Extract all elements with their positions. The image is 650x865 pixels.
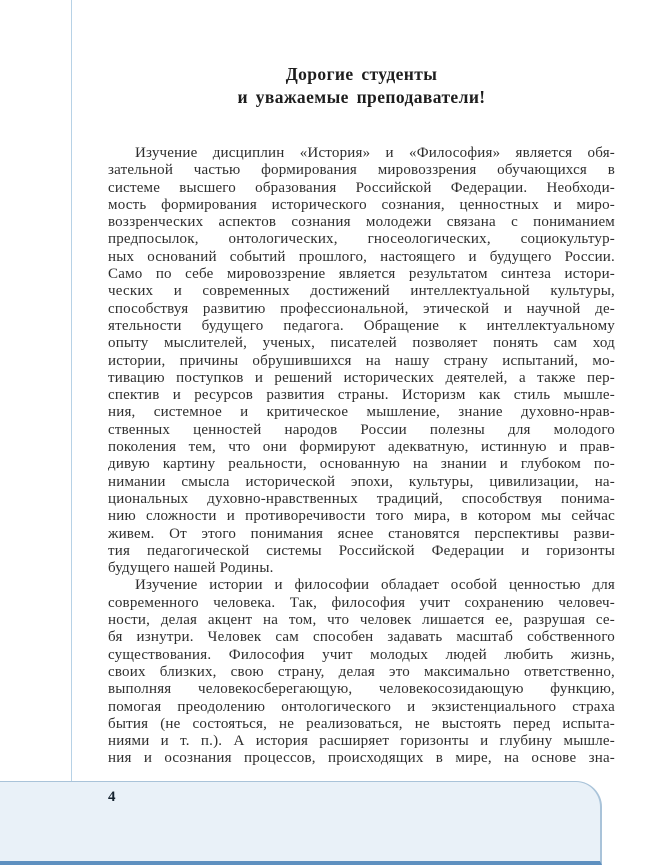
text-line: бя изнутри. Человек сам способен задавать масштаб собственного <box>108 629 615 646</box>
text-line: ных оснований событий прошлого, настоящего и будущего России. <box>108 248 615 265</box>
text-line: воззренческих аспектов сознания молодежи связана с пониманием <box>108 214 615 231</box>
text-line: Изучение дисциплин «История» и «Философия» является обя- <box>135 145 615 161</box>
text-line: зательной частью формирования мировоззрения обучающихся в <box>108 162 615 179</box>
left-margin-line <box>71 0 72 781</box>
text-line: современного человека. Так, философия учит сохранению человеч- <box>108 594 615 611</box>
text-line: помогая преодолению онтологического и экзистенциального страха <box>108 698 615 715</box>
text-line: Изучение истории и философии обладает особой ценностью для <box>135 577 615 594</box>
text-line: ния и осознания процессов, происходящих в мире, на основе зна- <box>108 750 615 767</box>
heading-line-1: Дорогие студенты <box>285 64 438 84</box>
text-line: нимании смысла исторической эпохи, культуры, цивилизации, на- <box>108 473 615 490</box>
text-line: своих близких, свою страну, делая это максимально ответственно, <box>108 663 615 680</box>
text-line: бытия (не состояться, не реализоваться, не выстоять перед испыта- <box>108 715 615 732</box>
text-line: будущего нашей Родины. <box>108 560 274 577</box>
text-line: живем. От этого понимания яснее становятся перспективы разви- <box>108 525 615 542</box>
text-line: Само по себе мировоззрение является результатом синтеза истори- <box>108 266 615 283</box>
text-line: выполняя человекосберегающую, человекосозидающую функцию, <box>108 681 615 698</box>
text-line: дивую картину реальности, основанную на знании и глубоком по- <box>108 456 615 473</box>
text-line: тия педагогической системы Российской Федерации и горизонты <box>108 542 615 559</box>
paragraph <box>108 145 615 577</box>
page-content <box>108 0 615 768</box>
text-line: нию сложности и противоречивости того мира, в котором мы сейчас <box>108 508 615 525</box>
text-line: существования. Философия учит молодых людей любить жизнь, <box>108 646 615 663</box>
text-line: ния, системное и критическое мышление, знание духовно-нрав- <box>108 404 615 421</box>
text-line: тивацию поступков и решений исторических деятелей, а также пер- <box>108 369 615 386</box>
text-line: ности, делая акцент на том, что человек лишается ее, разрушая се- <box>108 612 615 629</box>
text-line: поколения тем, что они формируют адекватную, истинную и прав- <box>108 439 615 456</box>
body-text <box>108 145 615 768</box>
text-line: циональных духовно-нравственных традиций, способствуя понима- <box>108 490 615 507</box>
text-line: спектив и ресурсов развития страны. Историзм как стиль мышле- <box>108 387 615 404</box>
text-line: истории, причины обрушившихся на нашу страну испытаний, мо- <box>108 352 615 369</box>
page-number: 4 <box>108 789 116 805</box>
paragraph <box>108 577 615 767</box>
text-line: способствуя развитию профессиональной, этической и научной де- <box>108 300 615 317</box>
text-line: мость формирования исторического сознания, ценностных и миро- <box>108 196 615 213</box>
text-line: системе высшего образования Российской Федерации. Необходи- <box>108 179 615 196</box>
heading-line-2: и уважаемые преподаватели! <box>237 87 486 107</box>
text-line: ятельности будущего педагога. Обращение к интеллектуальному <box>108 317 615 334</box>
text-line: опыту мыслителей, ученых, писателей позволяет понять сам ход <box>108 335 615 352</box>
text-line: ственных ценностей народов России полезны для молодого <box>108 421 615 438</box>
text-line: ческих и современных достижений интеллектуальной культуры, <box>108 283 615 300</box>
text-line: предпосылок, онтологических, гносеологических, социокультур- <box>108 231 615 248</box>
text-line: ниями и т. п.). А история расширяет горизонты и глубину мышле- <box>108 733 615 750</box>
footer-band <box>0 781 602 865</box>
page-heading <box>108 0 615 109</box>
